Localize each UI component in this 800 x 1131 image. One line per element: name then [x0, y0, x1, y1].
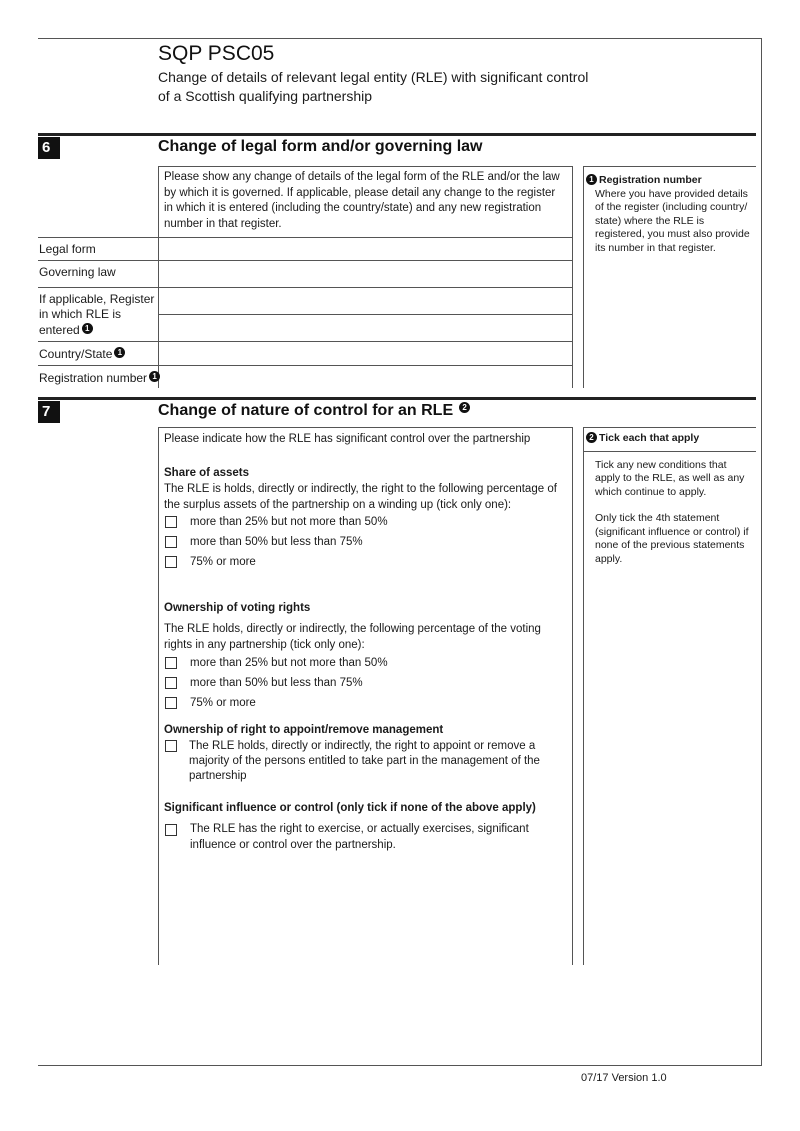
register-label-1: If applicable, Register: [39, 292, 155, 306]
assets-option-1-checkbox[interactable]: [165, 516, 177, 528]
assets-option-2-label: more than 50% but less than 75%: [190, 536, 363, 548]
note2-text-2: Only tick the 4th statement (significant influence or control) if none of the previous statements apply.: [595, 512, 749, 565]
register-input-line1[interactable]: [159, 288, 572, 313]
appoint-checkbox[interactable]: [165, 740, 177, 752]
section6-number: 6: [38, 137, 60, 159]
assets-option-1-label: more than 25% but not more than 50%: [190, 516, 388, 528]
assets-heading: Share of assets: [164, 467, 250, 479]
voting-option-2-label: more than 50% but less than 75%: [190, 677, 363, 689]
section7-note: [586, 432, 754, 566]
assets-option-3-checkbox[interactable]: [165, 556, 177, 568]
voting-option-3-label: 75% or more: [190, 697, 256, 709]
note2-text-1: Tick any new conditions that apply to the RLE, as well as any which continue to apply.: [595, 458, 745, 498]
voting-option-1-label: more than 25% but not more than 50%: [190, 657, 388, 669]
appoint-option-label: The RLE holds, directly or indirectly, the right to appoint or remove a majority of the persons entitled to take part in the management of the partnership: [189, 740, 540, 782]
right-rule: [761, 38, 762, 1066]
form-subtitle-1: Change of details of relevant legal entity (RLE) with significant control: [158, 69, 589, 85]
register-label-2: in which RLE is: [39, 307, 122, 321]
section7-title: Change of nature of control for an RLE 2: [158, 402, 470, 420]
form-subtitle-2: of a Scottish qualifying partnership: [158, 88, 373, 104]
influence-option-label: The RLE has the right to exercise, or actually exercises, significant influence or control over the partnership.: [190, 823, 529, 851]
voting-option-2-checkbox[interactable]: [165, 677, 177, 689]
note1-marker-icon: 1: [586, 174, 597, 185]
legal-form-label: Legal form: [39, 242, 96, 256]
section7-intro: Please indicate how the RLE has significant control over the partnership: [164, 433, 531, 445]
appoint-heading: Ownership of right to appoint/remove management: [164, 724, 444, 736]
note1-heading: 1 Registration number: [586, 174, 754, 188]
note2-marker-icon: 2: [586, 432, 597, 443]
section6-rule: [38, 133, 756, 136]
note2-marker-icon: 2: [459, 402, 470, 413]
voting-option-1-checkbox[interactable]: [165, 657, 177, 669]
voting-text: The RLE holds, directly or indirectly, the following percentage of the voting rights in any partnership (tick only one):: [164, 623, 541, 651]
registration-number-label: Registration number 1: [39, 371, 160, 386]
influence-heading: Significant influence or control (only tick if none of the above apply): [164, 802, 536, 814]
top-rule: [38, 38, 762, 39]
note1-text: Where you have provided details of the register (including country/ state) where the RLE is registered, you must also provide its number in that register.: [595, 187, 750, 254]
governing-law-label: Governing law: [39, 265, 116, 279]
section7-rule: [38, 397, 756, 400]
registration-number-input[interactable]: [159, 366, 572, 388]
assets-option-2-checkbox[interactable]: [165, 536, 177, 548]
country-state-input[interactable]: [159, 342, 572, 364]
form-code: SQP PSC05: [158, 42, 275, 65]
governing-law-input[interactable]: [159, 261, 572, 286]
assets-text: The RLE is holds, directly or indirectly, the right to the following percentage of the surplus assets of the partnership on a winding up (tick only one):: [164, 483, 557, 511]
note1-marker-icon: 1: [82, 323, 93, 334]
register-input-line2[interactable]: [159, 315, 572, 341]
version-footer: 07/17 Version 1.0: [581, 1072, 667, 1084]
voting-heading: Ownership of voting rights: [164, 602, 311, 614]
influence-checkbox[interactable]: [165, 824, 177, 836]
country-state-label: Country/State 1: [39, 347, 125, 362]
bottom-rule: [38, 1065, 762, 1066]
assets-option-3-label: 75% or more: [190, 556, 256, 568]
section7-number: 7: [38, 401, 60, 423]
note1-marker-icon: 1: [149, 371, 160, 382]
section6-intro: Please show any change of details of the legal form of the RLE and/or the law by which it is governed. If applicable, please detail any change to the register in which it is entered (including the country/state) and any new registration number in that register.: [164, 171, 560, 230]
voting-option-3-checkbox[interactable]: [165, 697, 177, 709]
legal-form-input[interactable]: [159, 238, 572, 260]
note2-heading: 2 Tick each that apply: [586, 432, 754, 446]
section6-note: [586, 174, 754, 255]
section6-title: Change of legal form and/or governing law: [158, 138, 483, 155]
register-label-3: entered 1: [39, 323, 93, 338]
note1-marker-icon: 1: [114, 347, 125, 358]
